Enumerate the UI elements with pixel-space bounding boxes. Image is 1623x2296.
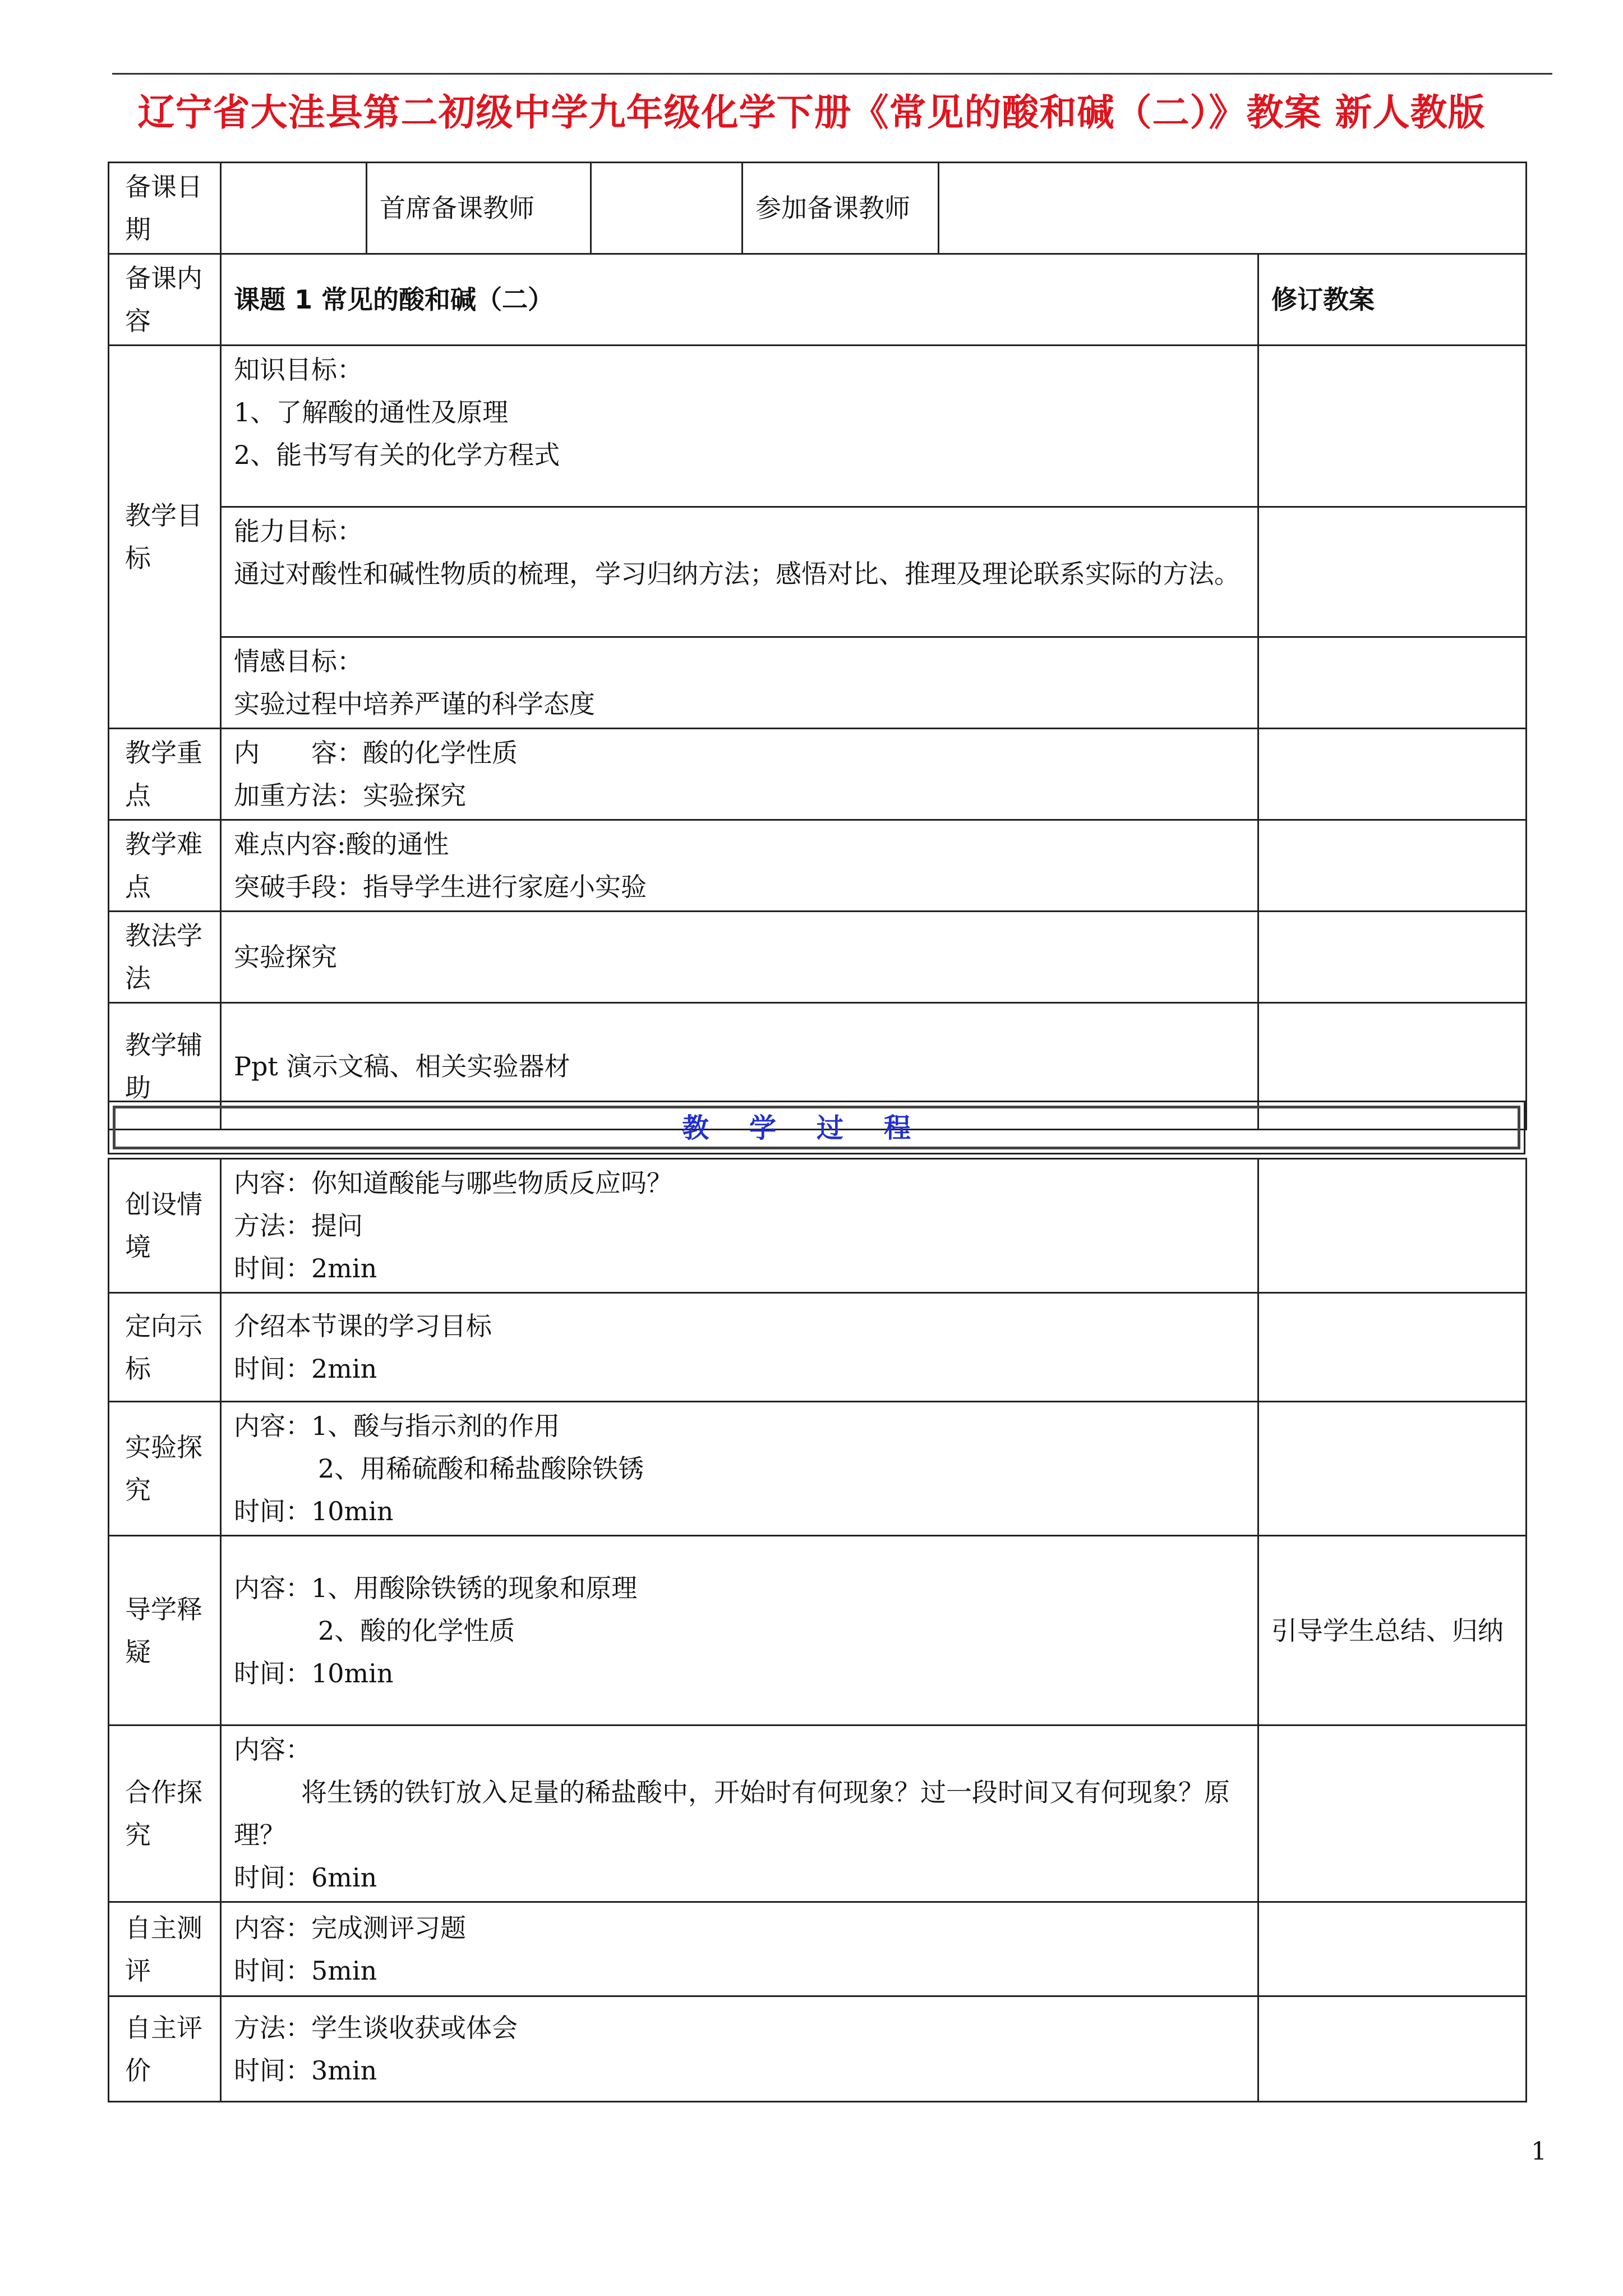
emotion-goal bbox=[221, 637, 1258, 729]
revision-cell bbox=[1258, 507, 1527, 637]
prep-date-value bbox=[221, 163, 367, 254]
stage-line: 内容：1、酸与指示剂的作用 bbox=[234, 1411, 560, 1441]
stage-content bbox=[221, 1902, 1258, 1996]
stage-label: 合作探究 bbox=[109, 1726, 221, 1902]
ability-goal-text: 通过对酸性和碱性物质的梳理，学习归纳方法；感悟对比、推理及理论联系实际的方法。 bbox=[234, 559, 1240, 589]
difficulty-label: 教学难点 bbox=[109, 820, 221, 912]
stage-label: 自主评价 bbox=[109, 1996, 221, 2102]
stage-content bbox=[221, 1726, 1258, 1902]
stage-line: 2、酸的化学性质 bbox=[318, 1615, 515, 1646]
aids-label: 教学辅助 bbox=[109, 1003, 221, 1130]
method-value: 实验探究 bbox=[221, 912, 1258, 1003]
method-label: 教法学法 bbox=[109, 912, 221, 1003]
process-title-bar bbox=[108, 1101, 1525, 1154]
stage-line: 时间：10min bbox=[234, 1658, 394, 1688]
top-rule bbox=[112, 73, 1552, 75]
stage-note bbox=[1258, 1726, 1527, 1902]
stage-line: 时间：5min bbox=[234, 1955, 377, 1986]
key-label: 教学重点 bbox=[109, 729, 221, 820]
stage-line: 方法：学生谈收获或体会 bbox=[234, 2012, 518, 2043]
stage-line: 2、用稀硫酸和稀盐酸除铁锈 bbox=[318, 1453, 644, 1484]
stage-content bbox=[221, 1402, 1258, 1536]
stage-content bbox=[221, 1996, 1258, 2102]
knowledge-goal-item: 1、了解酸的通性及原理 bbox=[234, 397, 509, 427]
chief-teacher-value bbox=[591, 163, 743, 254]
revision-cell bbox=[1258, 820, 1527, 912]
key-content bbox=[221, 729, 1258, 820]
stage-line: 内容： bbox=[234, 1734, 311, 1765]
table-row bbox=[109, 1402, 1527, 1536]
process-title: 教学过程 bbox=[113, 1106, 1520, 1149]
stage-line: 内容：你知道酸能与哪些物质反应吗？ bbox=[234, 1168, 672, 1198]
stage-line: 内容：1、用酸除铁锈的现象和原理 bbox=[234, 1572, 638, 1603]
goals-label: 教学目标 bbox=[109, 346, 221, 729]
knowledge-goal-item: 2、能书写有关的化学方程式 bbox=[234, 440, 560, 470]
stage-line: 时间：6min bbox=[234, 1862, 377, 1893]
document-title: 辽宁省大洼县第二初级中学九年级化学下册《常见的酸和碱（二）》教案 新人教版 bbox=[137, 90, 1486, 134]
table-row bbox=[109, 1159, 1527, 1293]
stage-line: 内容：完成测评习题 bbox=[234, 1912, 466, 1943]
table-row bbox=[109, 1726, 1527, 1902]
stage-line: 时间：10min bbox=[234, 1496, 394, 1526]
revision-cell bbox=[1258, 346, 1527, 507]
chief-teacher-label: 首席备课教师 bbox=[367, 163, 591, 254]
table-row bbox=[109, 1996, 1527, 2102]
difficulty-line: 难点内容:酸的通性 bbox=[234, 829, 449, 859]
stage-line: 时间：2min bbox=[234, 1353, 377, 1384]
stage-content bbox=[221, 1293, 1258, 1402]
ability-goal-heading: 能力目标： bbox=[234, 516, 363, 546]
stage-note bbox=[1258, 1293, 1527, 1402]
aids-value: Ppt 演示文稿、相关实验器材 bbox=[221, 1003, 1258, 1130]
difficulty-line: 突破手段：指导学生进行家庭小实验 bbox=[234, 872, 647, 902]
prep-date-label: 备课日期 bbox=[109, 163, 221, 254]
revision-label: 修订教案 bbox=[1258, 254, 1527, 346]
knowledge-goal-heading: 知识目标： bbox=[234, 355, 363, 385]
table-row bbox=[109, 1293, 1527, 1402]
revision-cell bbox=[1258, 729, 1527, 820]
stage-line: 方法：提问 bbox=[234, 1211, 363, 1241]
difficulty-content bbox=[221, 820, 1258, 912]
stage-note bbox=[1258, 1159, 1527, 1293]
ability-goal bbox=[221, 507, 1258, 637]
stage-label: 自主测评 bbox=[109, 1902, 221, 1996]
participants-label: 参加备课教师 bbox=[743, 163, 939, 254]
stage-line: 时间：2min bbox=[234, 1253, 377, 1283]
table-row bbox=[109, 1536, 1527, 1726]
emotion-goal-text: 实验过程中培养严谨的科学态度 bbox=[234, 689, 595, 719]
key-line: 内 容：酸的化学性质 bbox=[234, 738, 518, 768]
page-number: 1 bbox=[1531, 2137, 1547, 2166]
process-table bbox=[108, 1158, 1527, 2102]
stage-line: 介绍本节课的学习目标 bbox=[234, 1310, 492, 1341]
emotion-goal-heading: 情感目标： bbox=[234, 646, 363, 677]
stage-note: 引导学生总结、归纳 bbox=[1258, 1536, 1527, 1726]
stage-note bbox=[1258, 1402, 1527, 1536]
knowledge-goal bbox=[221, 346, 1258, 507]
stage-note bbox=[1258, 1902, 1527, 1996]
revision-cell bbox=[1258, 912, 1527, 1003]
stage-label: 创设情境 bbox=[109, 1159, 221, 1293]
stage-content bbox=[221, 1159, 1258, 1293]
stage-label: 导学释疑 bbox=[109, 1536, 221, 1726]
stage-label: 实验探究 bbox=[109, 1402, 221, 1536]
key-line: 加重方法：实验探究 bbox=[234, 780, 466, 811]
lesson-info-table bbox=[108, 162, 1527, 1130]
stage-note bbox=[1258, 1996, 1527, 2102]
stage-content bbox=[221, 1536, 1258, 1726]
content-value: 课题 1 常见的酸和碱（二） bbox=[221, 254, 1258, 346]
content-label: 备课内容 bbox=[109, 254, 221, 346]
table-row bbox=[109, 1902, 1527, 1996]
stage-line: 时间：3min bbox=[234, 2055, 377, 2086]
revision-cell bbox=[1258, 637, 1527, 729]
stage-line: 将生锈的铁钉放入足量的稀盐酸中，开始时有何现象？过一段时间又有何现象？原理？ bbox=[234, 1777, 1230, 1850]
participants-value bbox=[939, 163, 1527, 254]
stage-label: 定向示标 bbox=[109, 1293, 221, 1402]
